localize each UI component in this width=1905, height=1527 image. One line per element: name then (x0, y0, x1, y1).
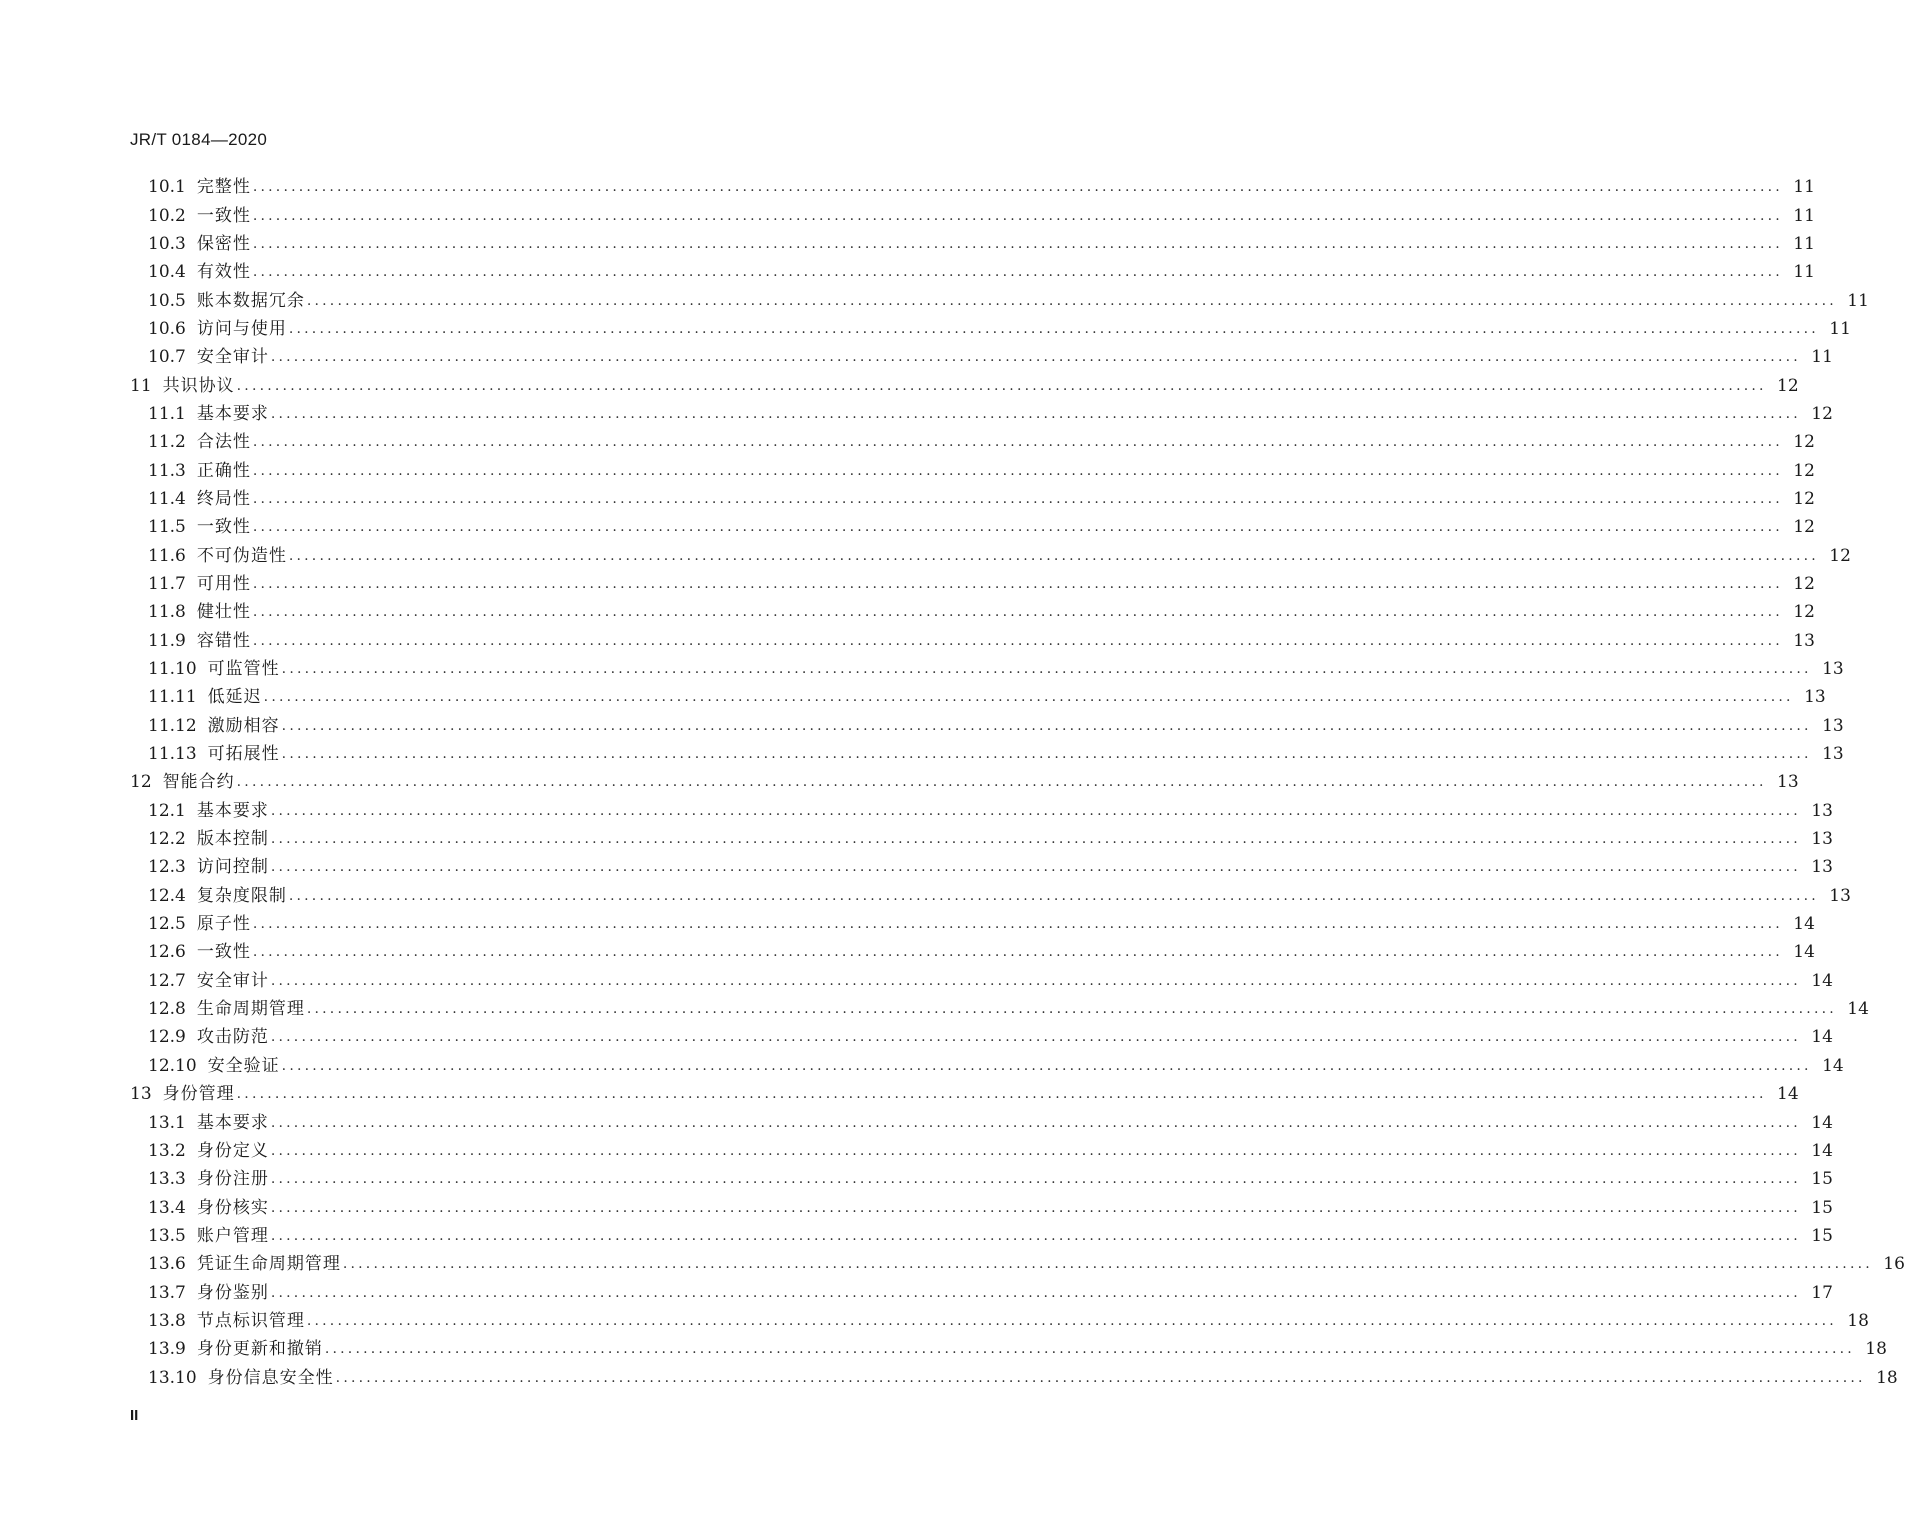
toc-dot-leader: ........................................................................................................................................................................................................ (281, 746, 1812, 763)
toc-entry[interactable] (0, 797, 1833, 825)
toc-dot-leader: ........................................................................................................................................................................................................ (252, 519, 1783, 536)
toc-entry-title: 合法性 (196, 432, 251, 453)
toc-entry[interactable] (0, 1165, 1833, 1193)
toc-entry[interactable] (0, 371, 1799, 399)
toc-dot-leader: ........................................................................................................................................................................................................ (281, 717, 1812, 734)
toc-entry[interactable] (0, 1193, 1833, 1221)
toc-dot-leader: ........................................................................................................................................................................................................ (270, 972, 1801, 989)
toc-dot-leader: ........................................................................................................................................................................................................ (342, 1256, 1873, 1273)
toc-entry-page: 18 (1865, 1339, 1887, 1360)
toc-entry-title: 账户管理 (196, 1225, 269, 1246)
toc-dot-leader: ........................................................................................................................................................................................................ (270, 1227, 1801, 1244)
toc-entry[interactable] (0, 1307, 1869, 1335)
toc-entry-number: 11.7 (148, 573, 186, 594)
page-number: II (130, 1407, 139, 1424)
toc-entry-title: 安全审计 (196, 347, 269, 368)
toc-entry-page: 12 (1793, 432, 1815, 453)
toc-dot-leader: ........................................................................................................................................................................................................ (252, 434, 1783, 451)
toc-entry-title: 身份鉴别 (196, 1282, 269, 1303)
toc-dot-leader: ........................................................................................................................................................................................................ (263, 689, 1794, 706)
toc-entry-page: 13 (1777, 772, 1799, 793)
toc-dot-leader: ........................................................................................................................................................................................................ (270, 349, 1801, 366)
toc-entry-number: 11.1 (148, 403, 186, 424)
toc-entry[interactable] (0, 910, 1815, 938)
toc-entry-page: 14 (1811, 970, 1833, 991)
toc-dot-leader: ........................................................................................................................................................................................................ (324, 1341, 1855, 1358)
toc-entry-title: 凭证生命周期管理 (196, 1254, 341, 1275)
toc-entry-title: 低延迟 (207, 687, 262, 708)
toc-entry-title: 激励相容 (207, 715, 280, 736)
toc-dot-leader: ........................................................................................................................................................................................................ (270, 1284, 1801, 1301)
toc-dot-leader: ........................................................................................................................................................................................................ (252, 179, 1783, 196)
toc-entry-number: 13.3 (148, 1169, 186, 1190)
toc-entry-title: 节点标识管理 (196, 1310, 305, 1331)
toc-entry-number: 12.10 (148, 1055, 197, 1076)
toc-entry-title: 健壮性 (196, 602, 251, 623)
toc-entry-number: 11.5 (148, 517, 186, 538)
toc-entry-number: 10.4 (148, 262, 186, 283)
toc-entry-page: 15 (1811, 1169, 1833, 1190)
toc-entry-page: 11 (1793, 262, 1815, 283)
toc-entry-title: 一致性 (196, 517, 251, 538)
toc-entry-number: 11.2 (148, 432, 186, 453)
toc-entry[interactable] (0, 655, 1844, 683)
toc-entry-page: 14 (1822, 1055, 1844, 1076)
toc-entry-page: 17 (1811, 1282, 1833, 1303)
toc-entry-number: 11 (130, 375, 152, 396)
toc-entry-page: 14 (1793, 914, 1815, 935)
toc-entry-number: 13 (130, 1084, 152, 1105)
toc-entry-title: 智能合约 (162, 772, 235, 793)
toc-entry-page: 14 (1793, 942, 1815, 963)
toc-dot-leader: ........................................................................................................................................................................................................ (252, 264, 1783, 281)
toc-entry-page: 12 (1793, 573, 1815, 594)
toc-entry-page: 13 (1829, 885, 1851, 906)
toc-entry-number: 11.11 (148, 687, 197, 708)
toc-entry-page: 11 (1847, 290, 1869, 311)
toc-entry-title: 可用性 (196, 573, 251, 594)
toc-entry-number: 12.8 (148, 999, 186, 1020)
toc-entry-title: 基本要求 (196, 1112, 269, 1133)
toc-entry-page: 12 (1793, 517, 1815, 538)
toc-dot-leader: ........................................................................................................................................................................................................ (270, 1114, 1801, 1131)
toc-dot-leader: ........................................................................................................................................................................................................ (270, 1199, 1801, 1216)
toc-entry-page: 11 (1829, 318, 1851, 339)
toc-entry-number: 12.2 (148, 829, 186, 850)
toc-dot-leader: ........................................................................................................................................................................................................ (335, 1369, 1866, 1386)
toc-dot-leader: ........................................................................................................................................................................................................ (270, 859, 1801, 876)
toc-entry-title: 访问控制 (196, 857, 269, 878)
toc-entry-title: 一致性 (196, 942, 251, 963)
toc-entry-title: 身份注册 (196, 1169, 269, 1190)
toc-entry-title: 可拓展性 (207, 744, 280, 765)
toc-entry-page: 14 (1811, 1112, 1833, 1133)
toc-dot-leader: ........................................................................................................................................................................................................ (270, 1029, 1801, 1046)
toc-dot-leader: ........................................................................................................................................................................................................ (252, 632, 1783, 649)
toc-dot-leader: ........................................................................................................................................................................................................ (252, 916, 1783, 933)
toc-entry[interactable] (0, 683, 1826, 711)
toc-entry-page: 13 (1822, 659, 1844, 680)
toc-entry-number: 13.4 (148, 1197, 186, 1218)
toc-entry-page: 14 (1811, 1140, 1833, 1161)
toc-entry-number: 12.3 (148, 857, 186, 878)
toc-entry[interactable] (0, 258, 1815, 286)
toc-entry-page: 12 (1793, 602, 1815, 623)
toc-entry-page: 15 (1811, 1197, 1833, 1218)
toc-entry[interactable] (0, 853, 1833, 881)
toc-entry-title: 访问与使用 (196, 318, 287, 339)
toc-dot-leader: ........................................................................................................................................................................................................ (236, 377, 1767, 394)
toc-entry[interactable] (0, 825, 1833, 853)
toc-entry[interactable] (0, 1363, 1898, 1391)
toc-entry-title: 原子性 (196, 914, 251, 935)
toc-entry-title: 身份更新和撤销 (196, 1339, 323, 1360)
toc-entry-title: 复杂度限制 (196, 885, 287, 906)
toc-entry-number: 12.9 (148, 1027, 186, 1048)
toc-entry-page: 18 (1847, 1310, 1869, 1331)
toc-dot-leader: ........................................................................................................................................................................................................ (270, 1142, 1801, 1159)
toc-entry-number: 12.5 (148, 914, 186, 935)
toc-entry-title: 正确性 (196, 460, 251, 481)
toc-entry[interactable] (0, 400, 1833, 428)
toc-entry-page: 18 (1876, 1367, 1898, 1388)
toc-dot-leader: ........................................................................................................................................................................................................ (306, 1001, 1837, 1018)
toc-entry-page: 11 (1793, 177, 1815, 198)
toc-dot-leader: ........................................................................................................................................................................................................ (252, 462, 1783, 479)
toc-entry-page: 15 (1811, 1225, 1833, 1246)
toc-entry-title: 容错性 (196, 630, 251, 651)
toc-dot-leader: ........................................................................................................................................................................................................ (288, 320, 1819, 337)
toc-entry-page: 13 (1811, 857, 1833, 878)
toc-entry-number: 13.10 (148, 1367, 197, 1388)
toc-entry-page: 11 (1793, 233, 1815, 254)
toc-dot-leader: ........................................................................................................................................................................................................ (252, 207, 1783, 224)
toc-entry[interactable] (0, 712, 1844, 740)
toc-entry-number: 11.10 (148, 659, 197, 680)
toc-dot-leader: ........................................................................................................................................................................................................ (270, 405, 1801, 422)
toc-entry-number: 10.3 (148, 233, 186, 254)
toc-entry-page: 13 (1804, 687, 1826, 708)
toc-entry-number: 10.6 (148, 318, 186, 339)
toc-entry[interactable] (0, 315, 1851, 343)
toc-entry[interactable] (0, 1250, 1905, 1278)
table-of-contents (0, 173, 1905, 1392)
toc-dot-leader: ........................................................................................................................................................................................................ (252, 575, 1783, 592)
toc-entry-number: 11.8 (148, 602, 186, 623)
toc-entry[interactable] (0, 456, 1815, 484)
toc-entry-number: 13.9 (148, 1339, 186, 1360)
toc-entry-title: 基本要求 (196, 800, 269, 821)
toc-entry[interactable] (0, 1278, 1833, 1306)
toc-entry-number: 13.6 (148, 1254, 186, 1275)
toc-dot-leader: ........................................................................................................................................................................................................ (236, 774, 1767, 791)
toc-entry-title: 身份信息安全性 (207, 1367, 334, 1388)
toc-entry[interactable] (0, 938, 1815, 966)
toc-entry-number: 13.5 (148, 1225, 186, 1246)
toc-dot-leader: ........................................................................................................................................................................................................ (281, 661, 1812, 678)
toc-entry[interactable] (0, 201, 1815, 229)
toc-dot-leader: ........................................................................................................................................................................................................ (252, 604, 1783, 621)
toc-dot-leader: ........................................................................................................................................................................................................ (252, 235, 1783, 252)
toc-entry[interactable] (0, 230, 1815, 258)
toc-entry-title: 身份定义 (196, 1140, 269, 1161)
toc-entry-title: 有效性 (196, 262, 251, 283)
toc-dot-leader: ........................................................................................................................................................................................................ (281, 1057, 1812, 1074)
toc-entry-page: 12 (1793, 488, 1815, 509)
toc-entry[interactable] (0, 1108, 1833, 1136)
toc-entry[interactable] (0, 740, 1844, 768)
toc-entry-page: 14 (1777, 1084, 1799, 1105)
toc-entry[interactable] (0, 513, 1815, 541)
toc-entry[interactable] (0, 1222, 1833, 1250)
toc-entry-page: 16 (1883, 1254, 1905, 1275)
toc-entry-number: 10.1 (148, 177, 186, 198)
toc-entry[interactable] (0, 1335, 1887, 1363)
document-code-header: JR/T 0184—2020 (130, 130, 268, 149)
toc-entry[interactable] (0, 173, 1815, 201)
toc-entry-title: 共识协议 (162, 375, 235, 396)
toc-dot-leader: ........................................................................................................................................................................................................ (288, 887, 1819, 904)
toc-entry-number: 12.6 (148, 942, 186, 963)
toc-entry-title: 基本要求 (196, 403, 269, 424)
toc-entry-title: 完整性 (196, 177, 251, 198)
toc-entry-page: 13 (1811, 829, 1833, 850)
toc-entry-number: 13.8 (148, 1310, 186, 1331)
toc-entry-page: 12 (1829, 545, 1851, 566)
toc-entry[interactable] (0, 541, 1851, 569)
toc-entry-number: 11.6 (148, 545, 186, 566)
toc-entry-title: 账本数据冗余 (196, 290, 305, 311)
toc-entry[interactable] (0, 995, 1869, 1023)
toc-entry-page: 12 (1811, 403, 1833, 424)
toc-entry[interactable] (0, 1052, 1844, 1080)
toc-entry[interactable] (0, 286, 1869, 314)
toc-entry-number: 11.12 (148, 715, 197, 736)
toc-dot-leader: ........................................................................................................................................................................................................ (252, 490, 1783, 507)
toc-entry-number: 11.9 (148, 630, 186, 651)
toc-entry-title: 身份核实 (196, 1197, 269, 1218)
toc-entry[interactable] (0, 598, 1815, 626)
toc-entry-number: 12.1 (148, 800, 186, 821)
toc-entry-number: 11.4 (148, 488, 186, 509)
toc-entry-page: 13 (1822, 744, 1844, 765)
toc-entry-number: 12 (130, 772, 152, 793)
toc-entry-title: 不可伪造性 (196, 545, 287, 566)
toc-entry[interactable] (0, 627, 1815, 655)
toc-entry-number: 10.5 (148, 290, 186, 311)
toc-dot-leader: ........................................................................................................................................................................................................ (306, 292, 1837, 309)
toc-entry-page: 13 (1822, 715, 1844, 736)
toc-entry-number: 11.13 (148, 744, 197, 765)
toc-entry[interactable] (0, 1137, 1833, 1165)
toc-entry-number: 10.7 (148, 347, 186, 368)
toc-dot-leader: ........................................................................................................................................................................................................ (252, 944, 1783, 961)
toc-dot-leader: ........................................................................................................................................................................................................ (236, 1086, 1767, 1103)
toc-entry-title: 安全验证 (207, 1055, 280, 1076)
toc-entry-number: 11.3 (148, 460, 186, 481)
toc-entry[interactable] (0, 1023, 1833, 1051)
toc-dot-leader: ........................................................................................................................................................................................................ (270, 802, 1801, 819)
toc-dot-leader: ........................................................................................................................................................................................................ (270, 831, 1801, 848)
toc-dot-leader: ........................................................................................................................................................................................................ (270, 1171, 1801, 1188)
toc-entry[interactable] (0, 967, 1833, 995)
toc-entry[interactable] (0, 768, 1799, 796)
toc-dot-leader: ........................................................................................................................................................................................................ (288, 547, 1819, 564)
toc-entry-title: 可监管性 (207, 659, 280, 680)
toc-entry-title: 一致性 (196, 205, 251, 226)
toc-entry[interactable] (0, 1080, 1799, 1108)
toc-entry-title: 攻击防范 (196, 1027, 269, 1048)
toc-entry-number: 10.2 (148, 205, 186, 226)
toc-entry-page: 11 (1793, 205, 1815, 226)
toc-entry-title: 身份管理 (162, 1084, 235, 1105)
toc-entry-number: 12.7 (148, 970, 186, 991)
toc-entry-number: 13.7 (148, 1282, 186, 1303)
toc-entry[interactable] (0, 343, 1833, 371)
toc-entry[interactable] (0, 428, 1815, 456)
toc-entry-number: 13.1 (148, 1112, 186, 1133)
toc-entry-page: 14 (1847, 999, 1869, 1020)
toc-entry-page: 12 (1777, 375, 1799, 396)
toc-entry-title: 版本控制 (196, 829, 269, 850)
toc-dot-leader: ........................................................................................................................................................................................................ (306, 1312, 1837, 1329)
toc-entry-title: 生命周期管理 (196, 999, 305, 1020)
toc-entry-number: 12.4 (148, 885, 186, 906)
toc-entry[interactable] (0, 485, 1815, 513)
toc-entry-page: 12 (1793, 460, 1815, 481)
toc-entry-page: 13 (1793, 630, 1815, 651)
toc-entry-title: 保密性 (196, 233, 251, 254)
toc-entry[interactable] (0, 882, 1851, 910)
toc-entry-page: 11 (1811, 347, 1833, 368)
toc-entry-title: 安全审计 (196, 970, 269, 991)
toc-entry-number: 13.2 (148, 1140, 186, 1161)
toc-entry[interactable] (0, 570, 1815, 598)
toc-entry-page: 13 (1811, 800, 1833, 821)
toc-entry-page: 14 (1811, 1027, 1833, 1048)
toc-entry-title: 终局性 (196, 488, 251, 509)
